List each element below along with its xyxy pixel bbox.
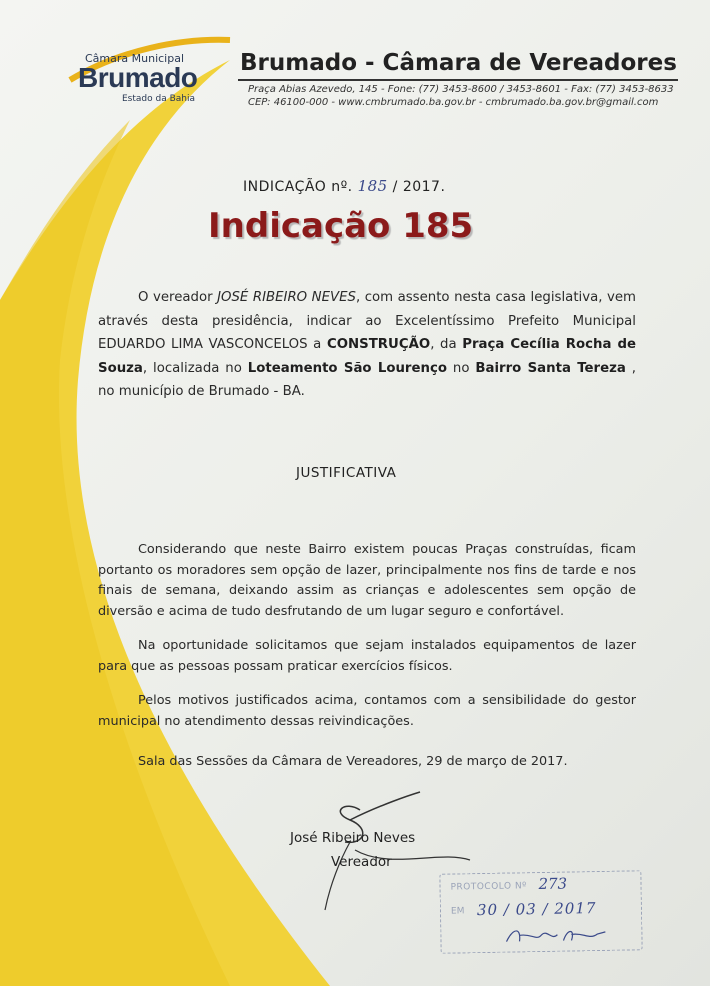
indicacao-banner: Indicação 185: [208, 206, 474, 246]
justification-paragraph-1: [98, 540, 636, 622]
p1-text-d: , da: [430, 337, 463, 352]
signatory-role: Vereador: [331, 854, 392, 870]
p5-text: Sala das Sessões da Câmara de Vereadores, 29 de março de 2017.: [138, 754, 568, 769]
reference-suffix: / 2017.: [392, 179, 446, 195]
justification-paragraph-3: [98, 691, 636, 732]
session-date-line: [98, 752, 636, 773]
address-line1: Praça Abias Azevedo, 145 - Fone: (77) 3453-8600 / 3453-8601 - Fax: (77) 3453-8633: [248, 84, 674, 95]
p1-text-e: , localizada no: [142, 360, 248, 376]
camara-logo: [60, 48, 220, 108]
header-divider: [238, 79, 678, 81]
p1-text-f: no: [447, 360, 476, 376]
signatory-name: José Ribeiro Neves: [290, 830, 416, 846]
logo-line1: Câmara Municipal: [85, 52, 185, 65]
p2-text: Considerando que neste Bairro existem poucas Praças construídas, ficam portanto os moradores sem opção de lazer, principalmente nos fins de tarde e nos finais de semana, deixando assim as crianças e adolescentes sem opção de diversão e acima de tudo desfrutando de um lugar seguro e confortável.: [98, 542, 636, 619]
header-title: Brumado - Câmara de Vereadores: [240, 50, 677, 76]
mayor-name: EDUARDO LIMA VASCONCELOS: [98, 337, 308, 352]
logo-line3: Estado da Bahia: [122, 94, 195, 104]
protocol-label: PROTOCOLO Nº: [450, 881, 527, 893]
reference-prefix: INDICAÇÃO nº.: [243, 179, 353, 195]
address-line2: CEP: 46100-000 - www.cmbrumado.ba.gov.br - cmbrumado.ba.gov.br@gmail.com: [248, 97, 659, 108]
praca-name: Praça Cecília Rocha de Souza: [98, 337, 636, 376]
construcao-label: CONSTRUÇÃO: [326, 337, 431, 352]
justification-body: [98, 540, 636, 787]
stamp-date: 30 / 03 / 2017: [476, 899, 597, 920]
vereador-name: JOSÉ RIBEIRO NEVES: [217, 290, 356, 305]
p1-text-a: O vereador: [138, 290, 218, 305]
stamp-initials-signature: [501, 922, 611, 948]
loteamento-name: Loteamento São Lourenço: [247, 360, 447, 376]
logo-line2: Brumado: [78, 62, 198, 93]
protocol-number: 273: [538, 874, 568, 894]
p1-text-b: , com assento nesta casa legislativa, vem através desta presidência, indicar ao Excelentíssimo Prefeito Municipal: [98, 290, 636, 329]
protocol-stamp: [439, 870, 642, 954]
header-address: [248, 83, 674, 109]
indicacao-reference: [243, 177, 445, 195]
p1-text-g: , no município de Brumado - BA.: [98, 360, 636, 399]
justificativa-heading: JUSTIFICATIVA: [296, 465, 397, 481]
p1-text-c: a: [307, 337, 327, 352]
bairro-name: Bairro Santa Tereza: [475, 360, 626, 376]
main-paragraph: [98, 286, 636, 404]
justification-paragraph-2: [98, 636, 636, 677]
reference-number: 185: [357, 177, 388, 195]
p4-text: Pelos motivos justificados acima, contamos com a sensibilidade do gestor municipal no atendimento dessas reivindicações.: [98, 693, 636, 729]
stamp-em-label: EM: [450, 906, 465, 917]
p3-text: Na oportunidade solicitamos que sejam instalados equipamentos de lazer para que as pessoas possam praticar exercícios físicos.: [98, 638, 636, 674]
